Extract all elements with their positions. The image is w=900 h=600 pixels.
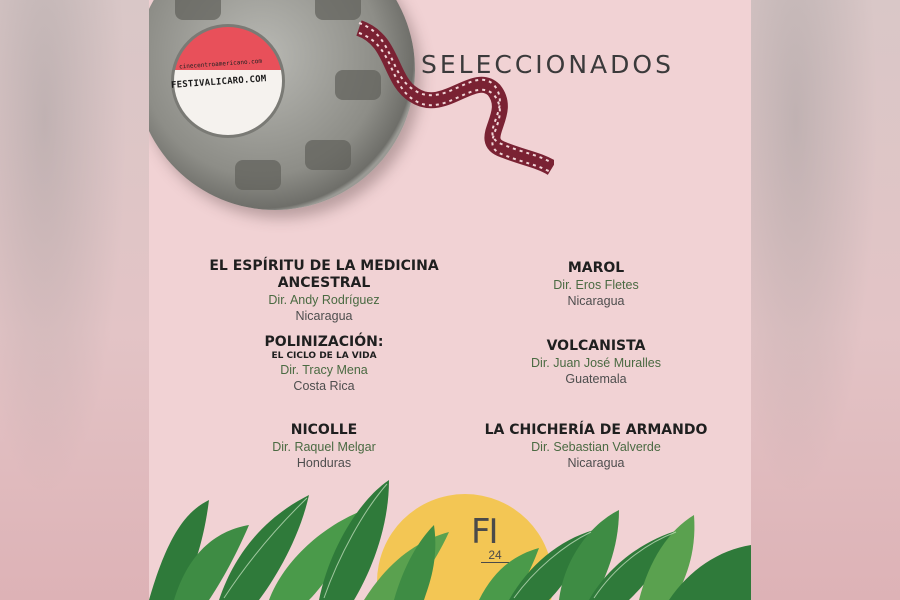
film-entry — [436, 338, 751, 387]
film-country: Honduras — [296, 456, 352, 470]
film-entry — [436, 422, 751, 471]
film-country: Nicaragua — [567, 294, 625, 308]
film-entry — [436, 260, 751, 309]
film-country: Guatemala — [565, 372, 627, 386]
film-strip-ribbon — [354, 20, 554, 180]
reel-label-festival: FESTIVALICARO.COM — [170, 74, 267, 91]
film-title: NICOLLE — [290, 422, 358, 438]
film-title: POLINIZACIÓN: — [264, 334, 384, 350]
logo-letters: FI — [471, 512, 497, 552]
film-director: Dir. Andy Rodríguez — [268, 293, 380, 307]
film-title: MAROL — [567, 260, 625, 276]
blurred-left-background — [0, 0, 149, 600]
film-title: LA CHICHERÍA DE ARMANDO — [484, 422, 708, 438]
film-country: Costa Rica — [293, 379, 355, 393]
tropical-leaves-illustration — [149, 470, 751, 600]
blurred-right-background — [751, 0, 900, 600]
film-director: Dir. Juan José Muralles — [531, 356, 661, 370]
film-country: Nicaragua — [567, 456, 625, 470]
film-director: Dir. Raquel Melgar — [272, 440, 376, 454]
logo-number: 24 — [481, 548, 509, 563]
film-country: Nicaragua — [295, 309, 353, 323]
film-subtitle: EL CICLO DE LA VIDA — [271, 351, 377, 361]
page-title: SELECCIONADOS — [421, 50, 674, 79]
film-title: EL ESPÍRITU DE LA MEDICINA ANCESTRAL — [209, 258, 439, 291]
film-director: Dir. Sebastian Valverde — [531, 440, 661, 454]
film-director: Dir. Tracy Mena — [280, 363, 368, 377]
reel-label-website: cinecentroamericano.com — [178, 57, 263, 71]
poster — [149, 0, 751, 600]
film-director: Dir. Eros Fletes — [553, 278, 639, 292]
film-title: VOLCANISTA — [546, 338, 646, 354]
